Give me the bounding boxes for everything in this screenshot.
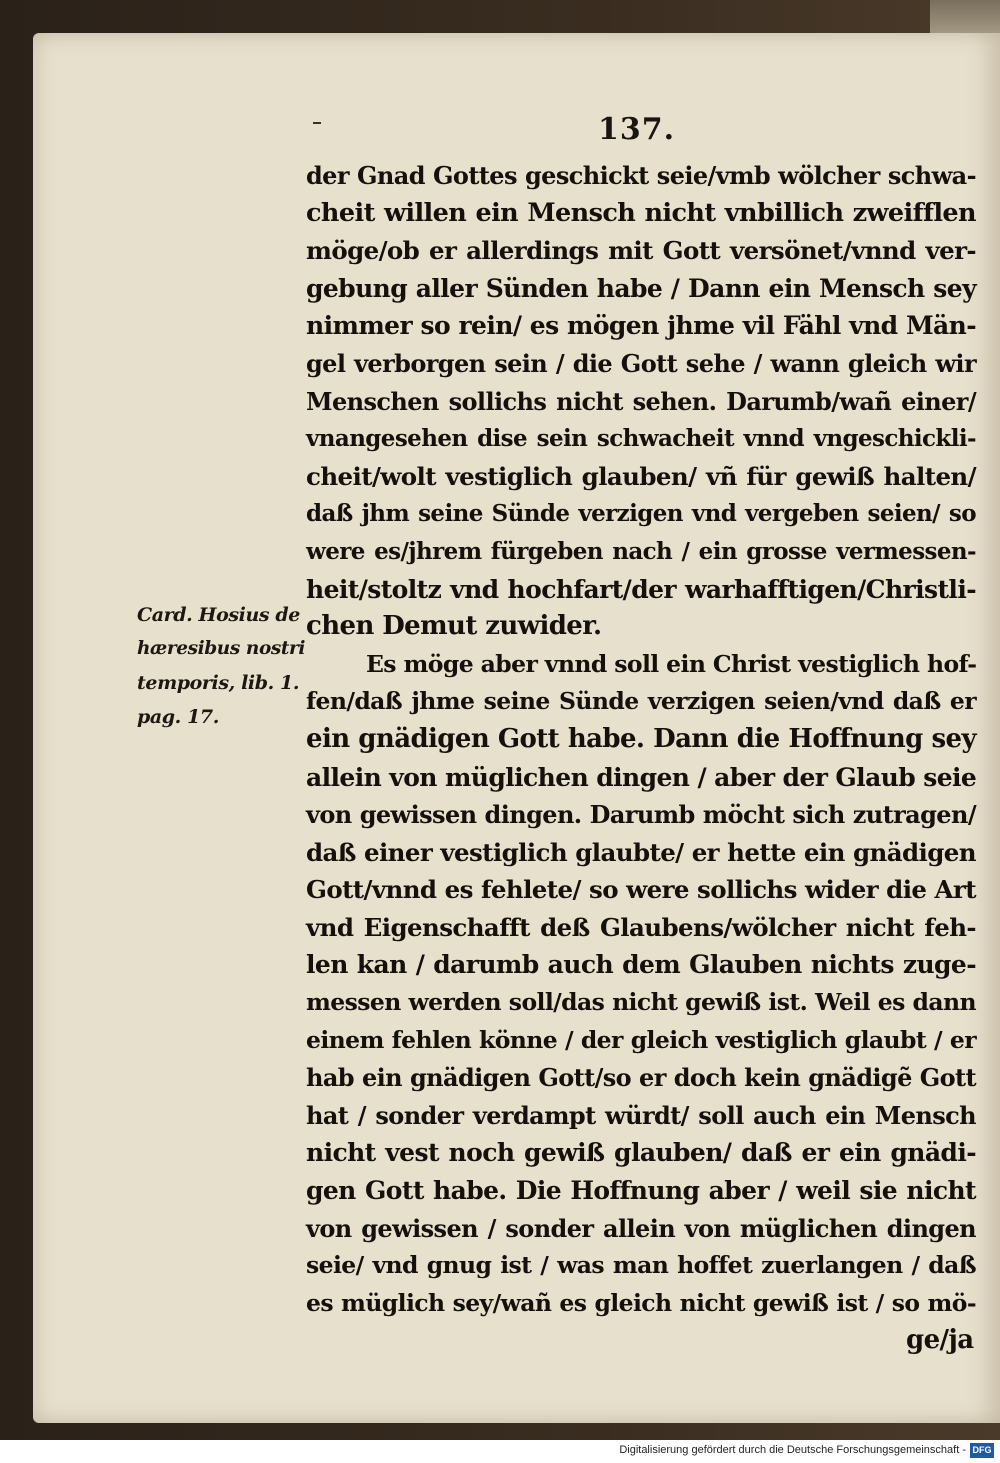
marginal-note — [137, 598, 307, 734]
text-line: nimmer so rein/ es mögen jhme vil Fähl vnd Män- — [306, 311, 976, 341]
main-text-block — [306, 157, 976, 1360]
marginal-line: hæresibus nostri — [137, 638, 306, 659]
marginal-line: temporis, lib. 1. — [137, 672, 300, 694]
text-line: Es möge aber vnnd soll ein Christ vestiglich hof- — [366, 649, 977, 678]
text-line: seie/ vnd gnug ist / was man hoffet zuerlangen / daß — [306, 1251, 976, 1280]
text-line: gen Gott habe. Die Hoffnung aber / weil sie nicht — [306, 1176, 976, 1206]
text-line: vnd Eigenschafft deß Glaubens/wölcher nicht feh- — [306, 912, 976, 942]
text-line: cheit willen ein Mensch nicht vnbillich zweifflen — [306, 197, 976, 228]
text-line: len kan / darumb auch dem Glauben nichts zuge- — [306, 950, 976, 980]
text-line: fen/daß jhme seine Sünde verzigen seien/vnd daß er — [306, 687, 976, 716]
text-line: hat / sonder verdampt würdt/ soll auch ein Mensch — [306, 1100, 976, 1130]
marginal-line: pag. 17. — [137, 706, 219, 728]
text-line: daß jhm seine Sünde verzigen vnd vergeben seien/ so — [306, 500, 976, 528]
text-line: es müglich sey/wañ es gleich nicht gewiß ist / so mö- — [306, 1288, 976, 1317]
text-line: ein gnädigen Gott habe. Dann die Hoffnung sey — [306, 723, 976, 754]
text-line: vnangesehen dise sein schwacheit vnnd vngeschickli- — [306, 425, 976, 453]
text-line: hab ein gnädigen Gott/so er doch kein gnädigẽ Gott — [306, 1063, 976, 1093]
text-line: Gott/vnnd es fehlete/ so were sollichs wider die Art — [306, 875, 976, 905]
text-line: heit/stoltz vnd hochfart/der warhafftigen/Christli- — [306, 574, 976, 604]
text-line: möge/ob er allerdings mit Gott versönet/vnnd ver- — [306, 236, 976, 266]
text-line: gebung aller Sünden habe / Dann ein Mensch sey — [306, 273, 976, 303]
text-line: der Gnad Gottes geschickt seie/vmb wölcher schwa- — [306, 161, 976, 190]
text-line: gel verborgen sein / die Gott sehe / wann gleich wir — [306, 348, 976, 378]
text-line: einem fehlen könne / der gleich vestiglich glaubt / er — [306, 1025, 976, 1054]
dfg-logo: DFG — [970, 1443, 994, 1458]
marginal-line: Card. Hosius de — [137, 604, 300, 626]
text-line: were es/jhrem fürgeben nach / ein grosse vermessen- — [306, 537, 976, 565]
page-mark — [313, 122, 321, 124]
text-line: Menschen sollichs nicht sehen. Darumb/wañ einer/ — [306, 386, 976, 416]
page-number: 137. — [598, 112, 676, 147]
text-line: allein von müglichen dingen / aber der Glaub seie — [306, 762, 977, 792]
text-line: daß einer vestiglich glaubte/ er hette ein gnädigen — [306, 837, 976, 867]
footer-bar — [0, 1440, 1000, 1463]
text-line: chen Demut zuwider. — [306, 611, 602, 642]
book-top-edge — [930, 0, 1000, 36]
text-line: messen werden soll/das nicht gewiß ist. Weil es dann — [306, 988, 976, 1017]
funding-notice: Digitalisierung gefördert durch die Deutsche Forschungsgemeinschaft - — [619, 1444, 966, 1456]
text-line: nicht vest noch gewiß glauben/ daß er ein gnädi- — [306, 1138, 976, 1168]
text-line: cheit/wolt vestiglich glauben/ vñ für gewiß halten/ — [306, 461, 976, 491]
catchword: ge/ja — [906, 1325, 974, 1356]
text-line: von gewissen / sonder allein von müglichen dingen — [306, 1213, 976, 1243]
text-line: von gewissen dingen. Darumb möcht sich zutragen/ — [306, 800, 976, 830]
